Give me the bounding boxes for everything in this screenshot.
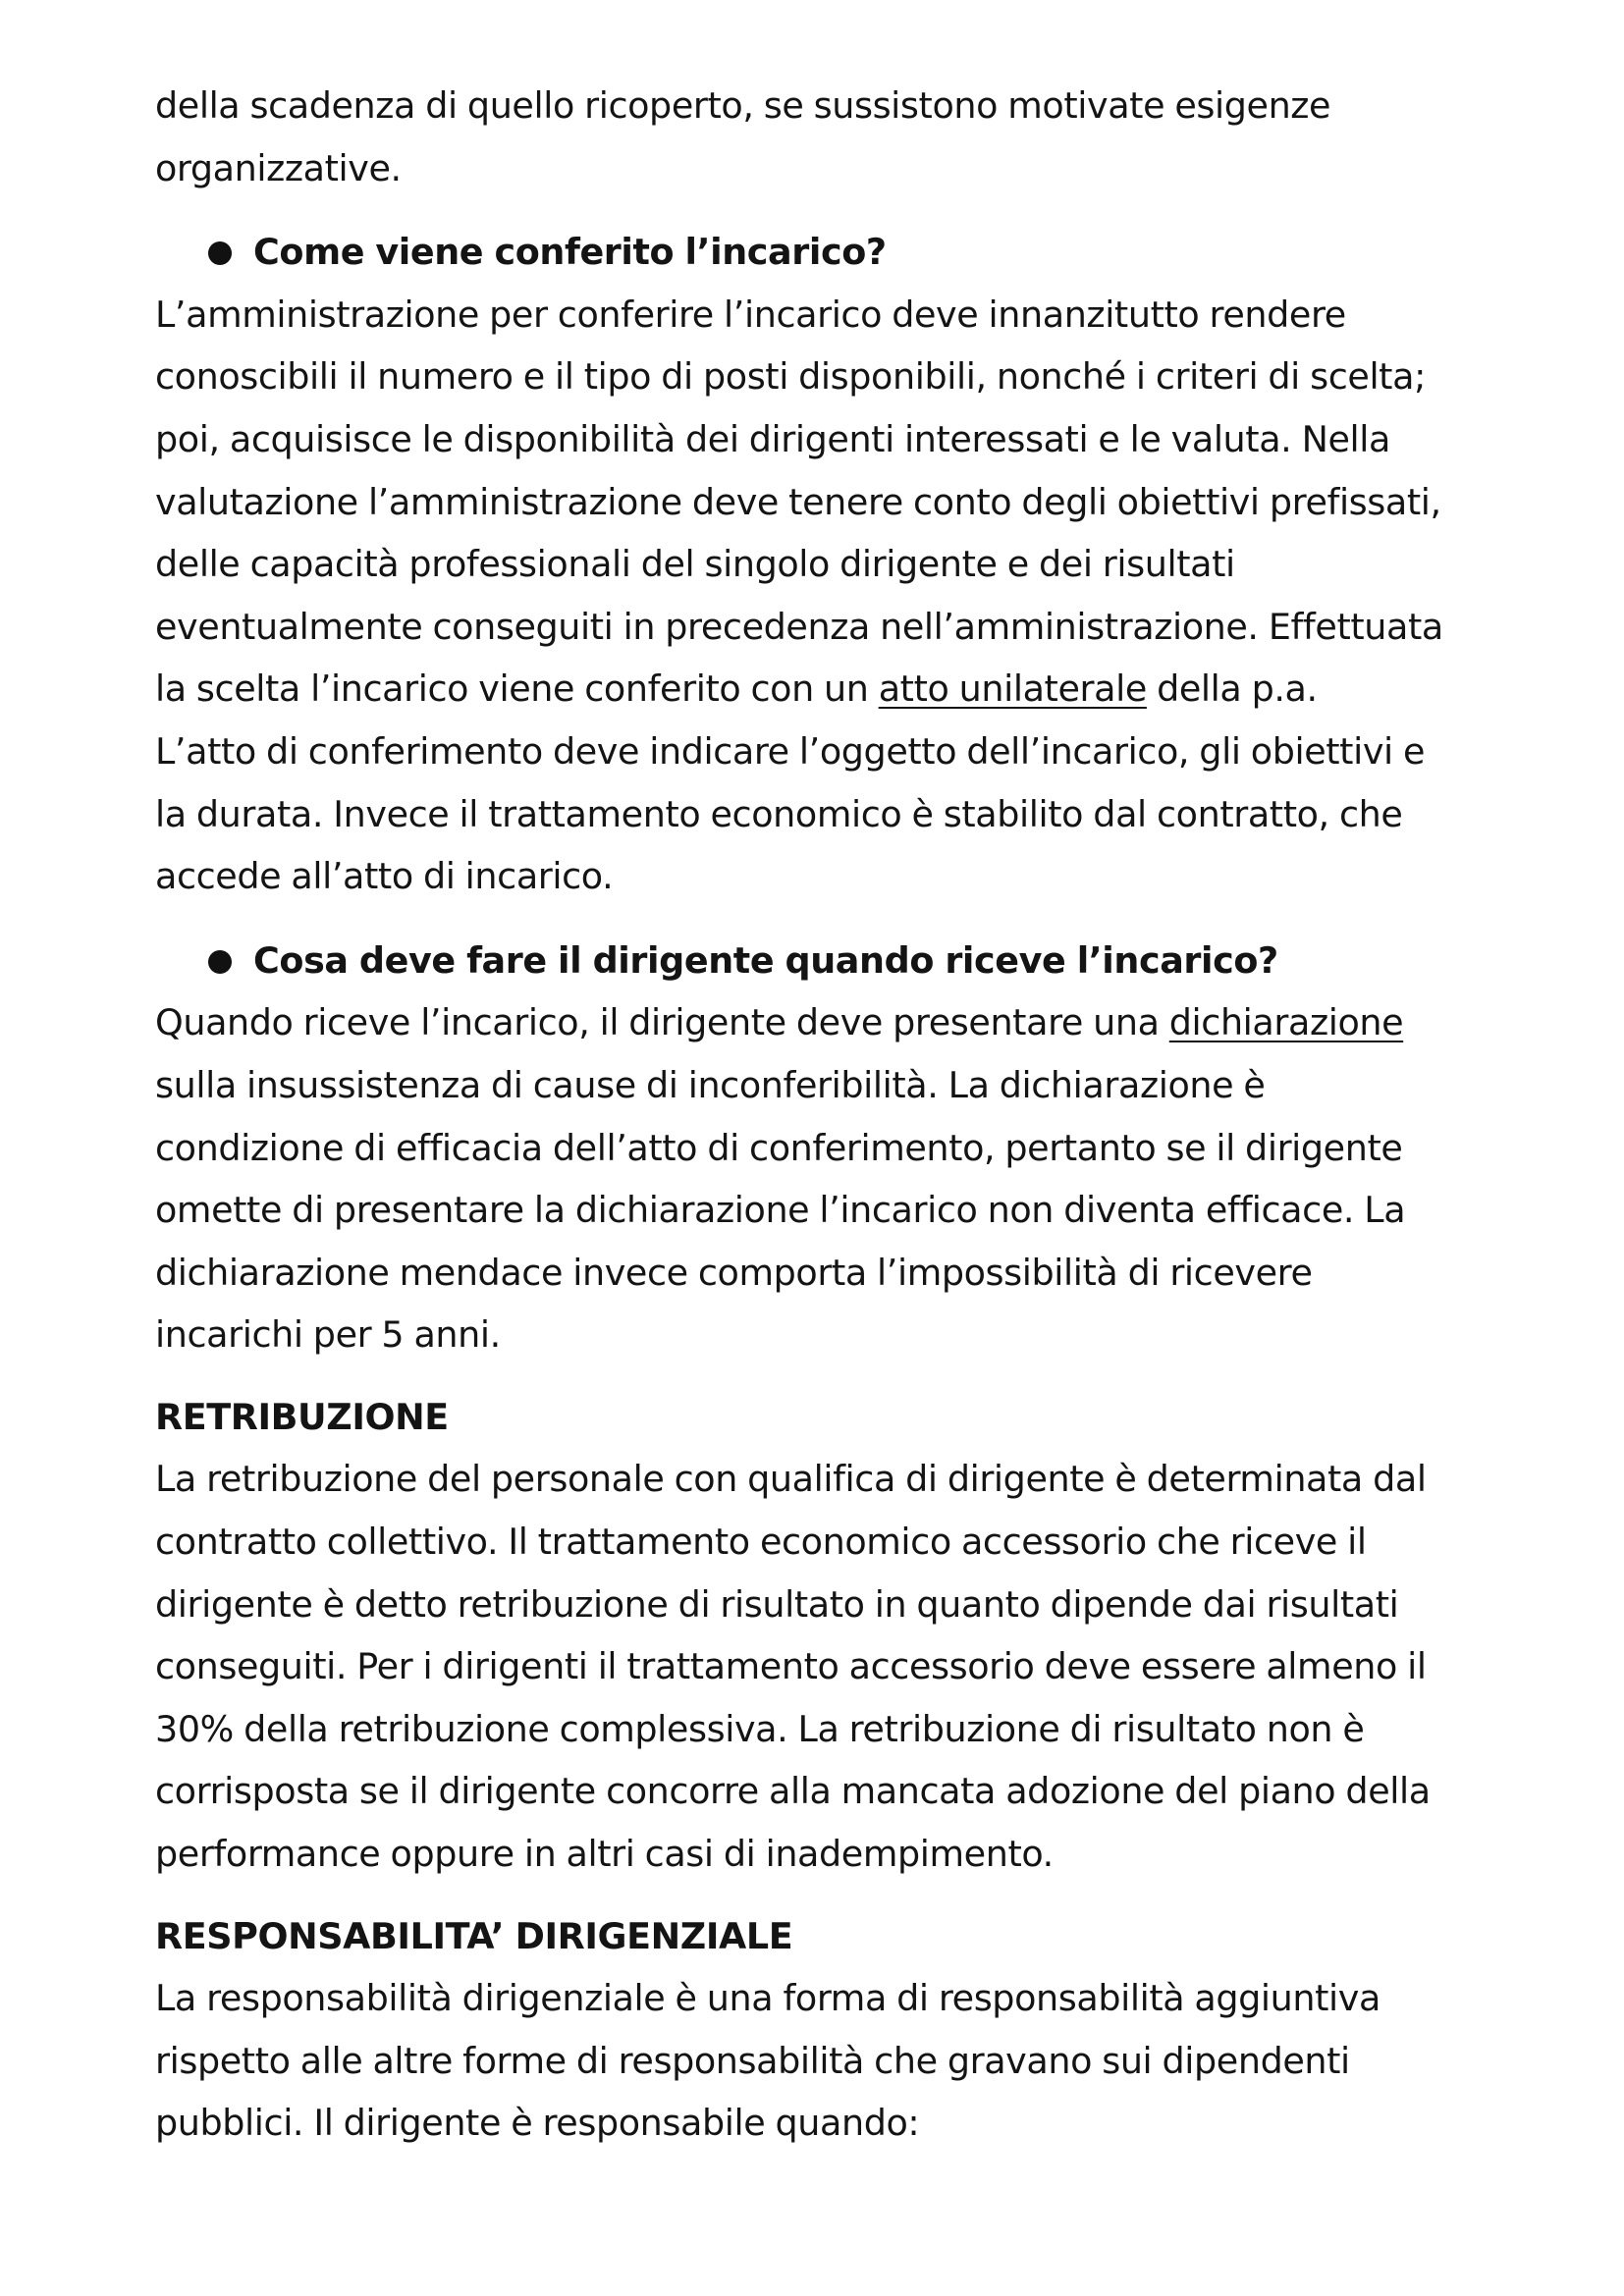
document-page <box>155 75 1500 2155</box>
bullet-dot-icon <box>208 241 232 265</box>
paragraph-conferimento-text-2: della p.a. L’atto di conferimento deve indicare l’oggetto dell’incarico, gli obiettivi e la durata. Invece il trattamento economico è stabilito dal contratto, che accede all’atto di incarico. <box>155 667 1426 898</box>
paragraph-dichiarazione-text-1: Quando riceve l’incarico, il dirigente deve presentare una <box>155 1001 1169 1044</box>
question-dichiarazione <box>155 930 1500 992</box>
intro-paragraph <box>155 75 1500 199</box>
underlined-dichiarazione: dichiarazione <box>1168 1001 1404 1044</box>
heading-retribuzione: RETRIBUZIONE <box>155 1395 449 1438</box>
heading-responsabilita-dirigenziale: RESPONSABILITA’ DIRIGENZIALE <box>155 1914 793 1957</box>
paragraph-responsabilita-dirigenziale: La responsabilità dirigenziale è una forma di responsabilità aggiuntiva rispetto alle altre forme di responsabilità che gravano sui dipendenti pubblici. Il dirigente è responsabile quando: <box>155 1977 1380 2145</box>
paragraph-dichiarazione <box>155 991 1500 1366</box>
underlined-atto-unilaterale: atto unilaterale <box>878 667 1147 711</box>
paragraph-dichiarazione-text-2: sulla insussistenza di cause di inconferibilità. La dichiarazione è condizione di efficacia dell’atto di conferimento, pertanto se il dirigente omette di presentare la dichiarazione l’incarico non diventa efficace. La dichiarazione mendace invece comporta l’impossibilità di ricevere incarichi per 5 anni. <box>155 1063 1406 1357</box>
bullet-dot-icon <box>208 950 232 974</box>
paragraph-conferimento-text-1: L’amministrazione per conferire l’incarico deve innanzitutto rendere conoscibili il numero e il tipo di posti disponibili, nonché i criteri di scelta; poi, acquisisce le disponibilità dei dirigenti interessati e le valuta. Nella valutazione l’amministrazione deve tenere conto degli obiettivi prefissati, delle capacità professionali del singolo dirigente e dei risultati eventualmente conseguiti in precedenza nell’amministrazione. Effettuata la scelta l’incarico viene conferito con un <box>155 293 1443 711</box>
question-dichiarazione-text: Cosa deve fare il dirigente quando riceve l’incarico? <box>253 938 1278 982</box>
intro-line-1: della scadenza di quello ricoperto, se sussistono motivate esigenze <box>155 84 1331 127</box>
intro-line-2: organizzative. <box>155 146 402 189</box>
paragraph-conferimento <box>155 284 1500 908</box>
paragraph-retribuzione: La retribuzione del personale con qualifica di dirigente è determinata dal contratto collettivo. Il trattamento economico accessorio che riceve il dirigente è detto retribuzione di risultato in quanto dipende dai risultati conseguiti. Per i dirigenti il trattamento accessorio deve essere almeno il 30% della retribuzione complessiva. La retribuzione di risultato non è corrisposta se il dirigente concorre alla mancata adozione del piano della performance oppure in altri casi di inadempimento. <box>155 1458 1431 1876</box>
question-conferimento-text: Come viene conferito l’incarico? <box>253 231 887 274</box>
question-conferimento <box>155 221 1500 284</box>
